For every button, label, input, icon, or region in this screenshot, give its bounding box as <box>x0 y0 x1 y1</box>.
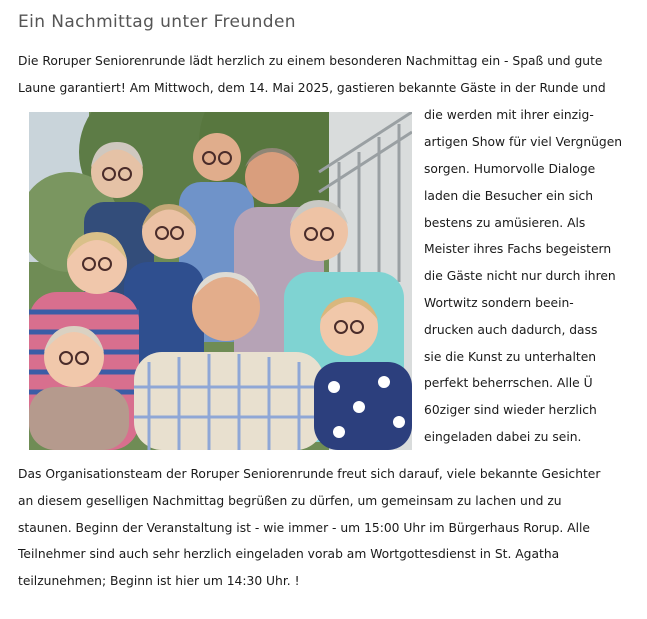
side-line: eingeladen dabei zu sein. <box>424 430 582 444</box>
side-line: perfekt beherrschen. Alle Ü <box>424 376 593 390</box>
side-line: Wortwitz sondern beein- <box>424 296 574 310</box>
side-line: sie die Kunst zu unterhalten <box>424 350 597 364</box>
intro-line: Die Roruper Seniorenrunde lädt herzlich zu einem besonderen Nachmittag ein - Spaß und gute <box>18 54 603 68</box>
side-line: laden die Besucher ein sich <box>424 189 594 203</box>
group-photo <box>29 112 412 450</box>
closing-line: an diesem geselligen Nachmittag begrüßen zu dürfen, um gemeinsam zu lachen und zu <box>18 494 562 508</box>
side-line: bestens zu amüsieren. Als <box>424 216 586 230</box>
closing-line: Teilnehmer sind auch sehr herzlich eingeladen vorab am Wortgottesdienst in St. Agatha <box>18 547 560 561</box>
side-line: die Gäste nicht nur durch ihren <box>424 269 616 283</box>
side-line: die werden mit ihrer einzig- <box>424 108 594 122</box>
closing-line: teilzunehmen; Beginn ist hier um 14:30 Uhr. ! <box>18 574 300 588</box>
closing-line: staunen. Beginn der Veranstaltung ist - wie immer - um 15:00 Uhr im Bürgerhaus Rorup. Alle <box>18 521 590 535</box>
side-line: Meister ihres Fachs begeistern <box>424 242 612 256</box>
closing-line: Das Organisationsteam der Roruper Seniorenrunde freut sich darauf, viele bekannte Gesichter <box>18 467 601 481</box>
side-line: drucken auch dadurch, dass <box>424 323 598 337</box>
side-line: sorgen. Humorvolle Dialoge <box>424 162 596 176</box>
side-line: artigen Show für viel Vergnügen <box>424 135 623 149</box>
side-line: 60ziger sind wieder herzlich <box>424 403 597 417</box>
article-title: Ein Nachmittag unter Freunden <box>18 12 296 32</box>
intro-line: Laune garantiert! Am Mittwoch, dem 14. Mai 2025, gastieren bekannte Gäste in der Runde und <box>18 81 606 95</box>
